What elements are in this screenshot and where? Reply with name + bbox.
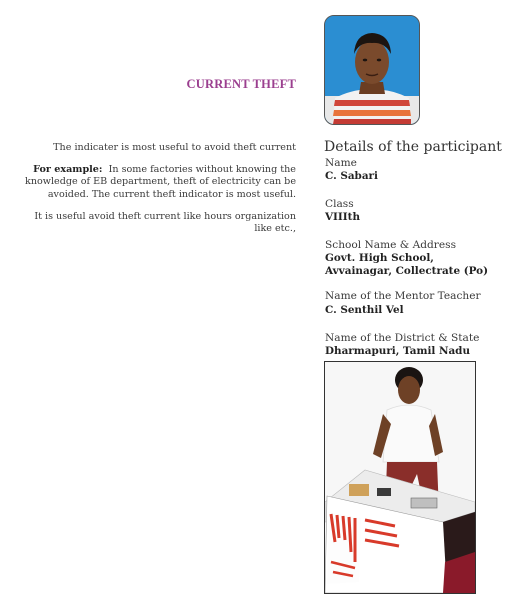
name-label: Name: [325, 157, 357, 169]
project-title: CURRENT THEFT: [186, 77, 296, 91]
project-description: [14, 142, 296, 235]
closing-text: It is useful avoid theft current like hours organization like etc.,: [34, 210, 296, 235]
participant-details-heading: Details of the participant: [324, 139, 502, 155]
school-label: School Name & Address: [325, 239, 457, 251]
participant-district: Dharmapuri, Tamil Nadu: [325, 345, 471, 357]
participant-school: Govt. High School, Avvainagar, Collectrate (Po): [325, 252, 488, 277]
intro-text: The indicater is most useful to avoid theft current: [53, 142, 296, 153]
participant-name: C. Sabari: [325, 170, 378, 182]
participant-mentor: C. Senthil Vel: [325, 304, 404, 316]
participant-class: VIIIth: [325, 211, 360, 223]
participant-portrait-photo: [324, 15, 420, 125]
example-text: In some factories without knowing the knowledge of EB department, theft of electricity can be avoided. The current theft indicator is most useful.: [25, 164, 296, 200]
example-label: For example:: [33, 164, 103, 176]
mentor-label: Name of the Mentor Teacher: [325, 290, 481, 302]
district-label: Name of the District & State: [325, 332, 480, 344]
example-paragraph: [14, 164, 296, 201]
project-exhibit-photo: [324, 361, 476, 594]
class-label: Class: [325, 198, 354, 210]
